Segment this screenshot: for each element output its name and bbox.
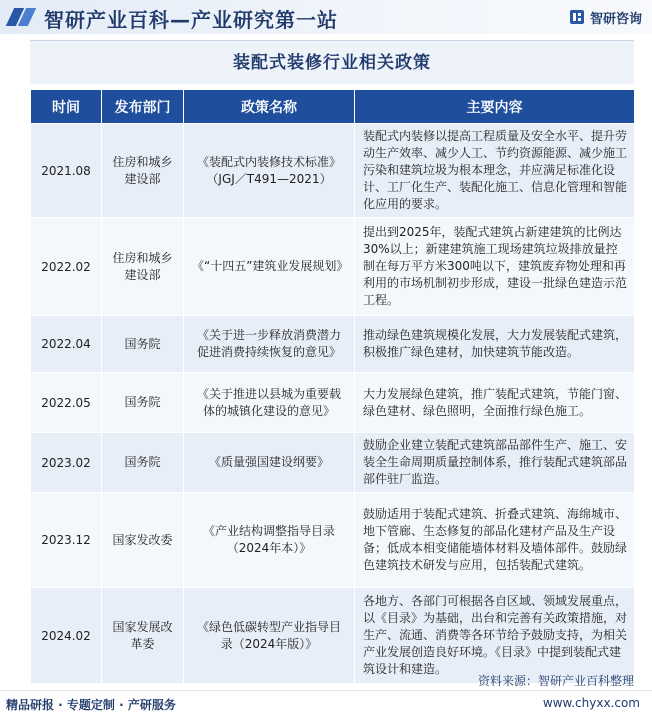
table-row xyxy=(31,493,635,588)
cell-content: 推动绿色建筑规模化发展，大力发展装配式建筑，积极推广绿色建材，加快建筑节能改造。 xyxy=(355,316,635,373)
cell-policy-name: 《关于推进以县城为重要载体的城镇化建设的意见》 xyxy=(184,373,355,433)
cell-policy-name: 《质量强国建设纲要》 xyxy=(184,433,355,493)
chyxx-logo xyxy=(569,8,642,26)
column-header-dept: 发布部门 xyxy=(102,90,184,124)
footer-bar xyxy=(0,690,652,717)
table-row xyxy=(31,588,635,684)
cell-content: 鼓励企业建立装配式建筑部品部件生产、施工、安装全生命周期质量控制体系，推行装配式建筑部品部件驻厂监造。 xyxy=(355,433,635,493)
page-title: 装配式装修行业相关政策 xyxy=(233,53,431,73)
cell-dept: 国务院 xyxy=(102,433,184,493)
footer-website[interactable]: www.chyxx.com xyxy=(542,696,640,710)
cell-dept: 住房和城乡建设部 xyxy=(102,124,184,218)
cell-time: 2023.02 xyxy=(31,433,102,493)
column-header-name: 政策名称 xyxy=(184,90,355,124)
cell-policy-name: 《“十四五”建筑业发展规划》 xyxy=(184,218,355,316)
cell-content: 大力发展绿色建筑，推广装配式建筑，节能门窗、绿色建材、绿色照明，全面推行绿色施工。 xyxy=(355,373,635,433)
chyxx-logo-icon xyxy=(569,9,585,25)
brand-logo-icon xyxy=(8,8,38,26)
cell-policy-name: 《装配式内装修技术标准》（JGJ／T491—2021） xyxy=(184,124,355,218)
cell-content: 各地方、各部门可根据各自区域、领域发展重点，以《目录》为基础，出台和完善有关政策措施，对生产、流通、消费等各环节给予鼓励支持，为相关产业发展创造良好环境。《目录》中提到装配式建筑设计和建造。 xyxy=(355,588,635,684)
source-note: 资料来源：智研产业百科整理 xyxy=(477,674,634,688)
table-row xyxy=(31,433,635,493)
column-header-content: 主要内容 xyxy=(355,90,635,124)
cell-policy-name: 《关于进一步释放消费潜力促进消费持续恢复的意见》 xyxy=(184,316,355,373)
table-row xyxy=(31,373,635,433)
cell-dept: 国家发改委 xyxy=(102,493,184,588)
cell-policy-name: 《绿色低碳转型产业指导目录（2024年版）》 xyxy=(184,588,355,684)
footer-services: 精品研报 · 专题定制 · 产研服务 xyxy=(6,698,176,712)
cell-time: 2024.02 xyxy=(31,588,102,684)
table-header-row xyxy=(31,90,635,124)
right-logo-text: 智研咨询 xyxy=(589,11,642,27)
cell-time: 2022.05 xyxy=(31,373,102,433)
table-row xyxy=(31,316,635,373)
cell-time: 2022.04 xyxy=(31,316,102,373)
cell-time: 2022.02 xyxy=(31,218,102,316)
cell-dept: 国务院 xyxy=(102,373,184,433)
column-header-time: 时间 xyxy=(31,90,102,124)
cell-time: 2023.12 xyxy=(31,493,102,588)
cell-dept: 国务院 xyxy=(102,316,184,373)
cell-content: 鼓励适用于装配式建筑、折叠式建筑、海绵城市、地下管廊、生态修复的部品化建材产品及生产设备；低成本相变储能墙体材料及墙体部件。鼓励绿色建筑技术研发与应用，包括装配式建筑。 xyxy=(355,493,635,588)
table-row xyxy=(31,124,635,218)
brand-title: 智研产业百科—产业研究第一站 xyxy=(44,8,338,32)
cell-content: 提出到2025年，装配式建筑占新建建筑的比例达30%以上；新建建筑施工现场建筑垃圾排放量控制在每万平方米300吨以下，建筑废弃物处理和再利用的市场机制初步形成，建设一批绿色建造示范工程。 xyxy=(355,218,635,316)
table-row xyxy=(31,218,635,316)
cell-content: 装配式内装修以提高工程质量及安全水平、提升劳动生产效率、减少人工、节约资源能源、减少施工污染和建筑垃圾为根本理念，并应满足标准化设计、工厂化生产、装配化施工、信息化管理和智能化应用的要求。 xyxy=(355,124,635,218)
cell-time: 2021.08 xyxy=(31,124,102,218)
cell-policy-name: 《产业结构调整指导目录（2024年本）》 xyxy=(184,493,355,588)
policy-table xyxy=(30,89,635,684)
cell-dept: 国家发展改革委 xyxy=(102,588,184,684)
cell-dept: 住房和城乡建设部 xyxy=(102,218,184,316)
table-title-bar xyxy=(30,40,634,84)
top-banner xyxy=(0,0,652,34)
